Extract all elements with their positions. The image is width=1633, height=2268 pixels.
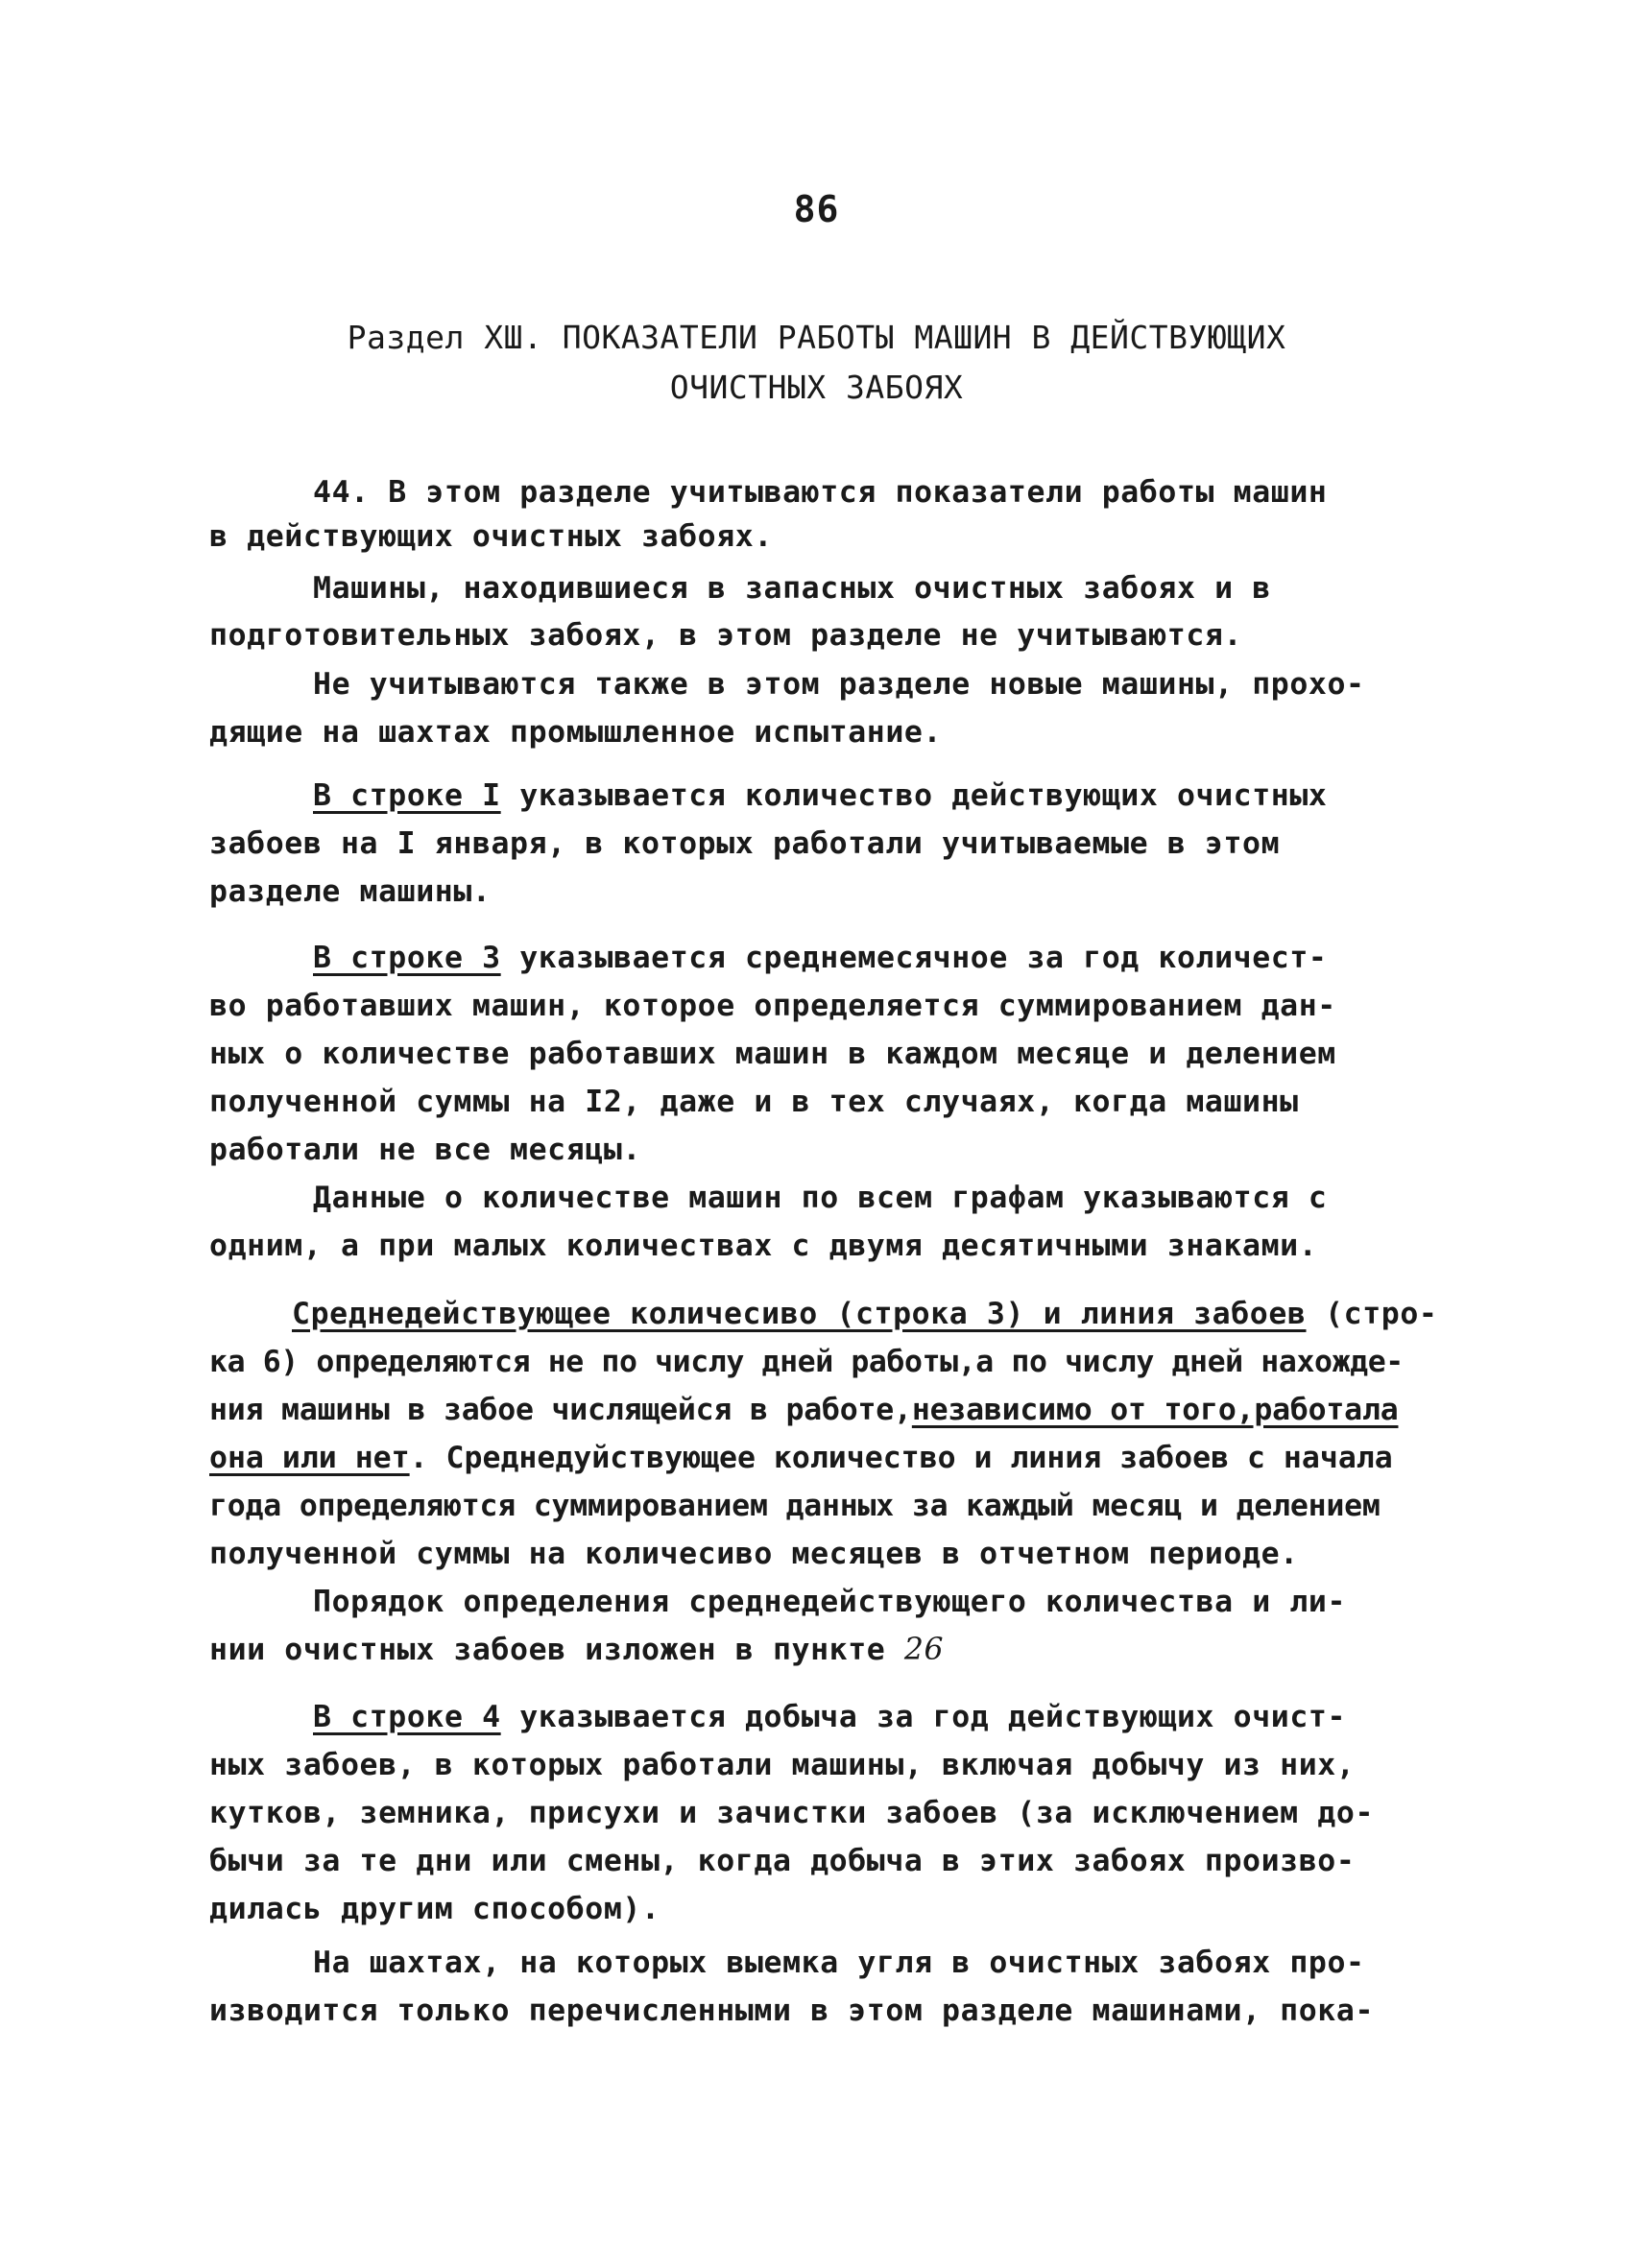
text-line: нии очистных забоев изложен в пункте 26 bbox=[209, 1633, 945, 1667]
text-line: В строке 3 указывается среднемесячное за год количест- bbox=[313, 941, 1328, 975]
text-line: разделе машины. bbox=[209, 874, 492, 909]
text-line: одним, а при малых количествах с двумя десятичными знаками. bbox=[209, 1229, 1318, 1263]
underlined-phrase: она или нет bbox=[209, 1441, 410, 1475]
text-line: Не учитываются также в этом разделе новые машины, прохо- bbox=[313, 667, 1365, 702]
page-number: 86 bbox=[793, 188, 840, 230]
underlined-phrase: независимо от того,работала bbox=[911, 1393, 1399, 1427]
text-line: забоев на I января, в которых работали учитываемые в этом bbox=[209, 826, 1281, 861]
text-line: работали не все месяцы. bbox=[209, 1133, 641, 1167]
text-line: ка 6) определяются не по числу дней работы,а по числу дней нахожде- bbox=[209, 1345, 1404, 1379]
row-reference: В строке 3 bbox=[313, 941, 501, 975]
section-title-line-2: ОЧИСТНЫХ ЗАБОЯХ bbox=[669, 369, 964, 406]
text-line: Среднедействующее количесиво (строка 3) и линия забоев (стро- bbox=[292, 1297, 1438, 1331]
row-reference: В строке 4 bbox=[313, 1700, 501, 1734]
text-line: полученной суммы на количесиво месяцев в отчетном периоде. bbox=[209, 1537, 1299, 1571]
row-reference: В строке I bbox=[313, 778, 501, 813]
text-line: кутков, земника, присухи и зачистки забоев (за исключением до- bbox=[209, 1796, 1375, 1830]
handwritten-number: 26 bbox=[903, 1633, 945, 1667]
text-line: изводится только перечисленными в этом разделе машинами, пока- bbox=[209, 1993, 1375, 2028]
section-title bbox=[0, 313, 1633, 413]
text-line: бычи за те дни или смены, когда добыча в этих забоях произво- bbox=[209, 1844, 1356, 1878]
text-line: дилась другим способом). bbox=[209, 1892, 660, 1926]
text-line: во работавших машин, которое определяется суммированием дан- bbox=[209, 989, 1336, 1023]
text-line: На шахтах, на которых выемка угля в очистных забоях про- bbox=[313, 1946, 1365, 1980]
text-line: подготовительных забоях, в этом разделе не учитываются. bbox=[209, 618, 1243, 653]
text-line: Данные о количестве машин по всем графам указываются с bbox=[313, 1181, 1328, 1215]
text-line: в действующих очистных забоях. bbox=[209, 519, 773, 554]
section-title-line-1: Раздел ХШ. ПОКАЗАТЕЛИ РАБОТЫ МАШИН В ДЕЙСТВУЮЩИХ bbox=[347, 319, 1286, 356]
text-line: ния машины в забое числящейся в работе,независимо от того,работала bbox=[209, 1393, 1399, 1427]
text-line: она или нет. Среднедуйствующее количество и линия забоев с начала bbox=[209, 1441, 1393, 1475]
text-line: дящие на шахтах промышленное испытание. bbox=[209, 715, 943, 750]
underlined-phrase: Среднедействующее количесиво (строка 3) и линия забоев bbox=[292, 1297, 1307, 1331]
text-line: В строке I указывается количество действующих очистных bbox=[313, 778, 1328, 813]
text-line: полученной суммы на I2, даже и в тех случаях, когда машины bbox=[209, 1085, 1299, 1119]
text-line: ных о количестве работавших машин в каждом месяце и делением bbox=[209, 1037, 1336, 1071]
text-line: Порядок определения среднедействующего количества и ли- bbox=[313, 1585, 1347, 1619]
text-line: года определяются суммированием данных за каждый месяц и делением bbox=[209, 1489, 1381, 1523]
text-line: 44. В этом разделе учитываются показатели работы машин bbox=[313, 475, 1328, 510]
text-line: Машины, находившиеся в запасных очистных забоях и в bbox=[313, 571, 1271, 606]
text-line: В строке 4 указывается добыча за год действующих очист- bbox=[313, 1700, 1347, 1734]
text-line: ных забоев, в которых работали машины, включая добычу из них, bbox=[209, 1748, 1356, 1782]
